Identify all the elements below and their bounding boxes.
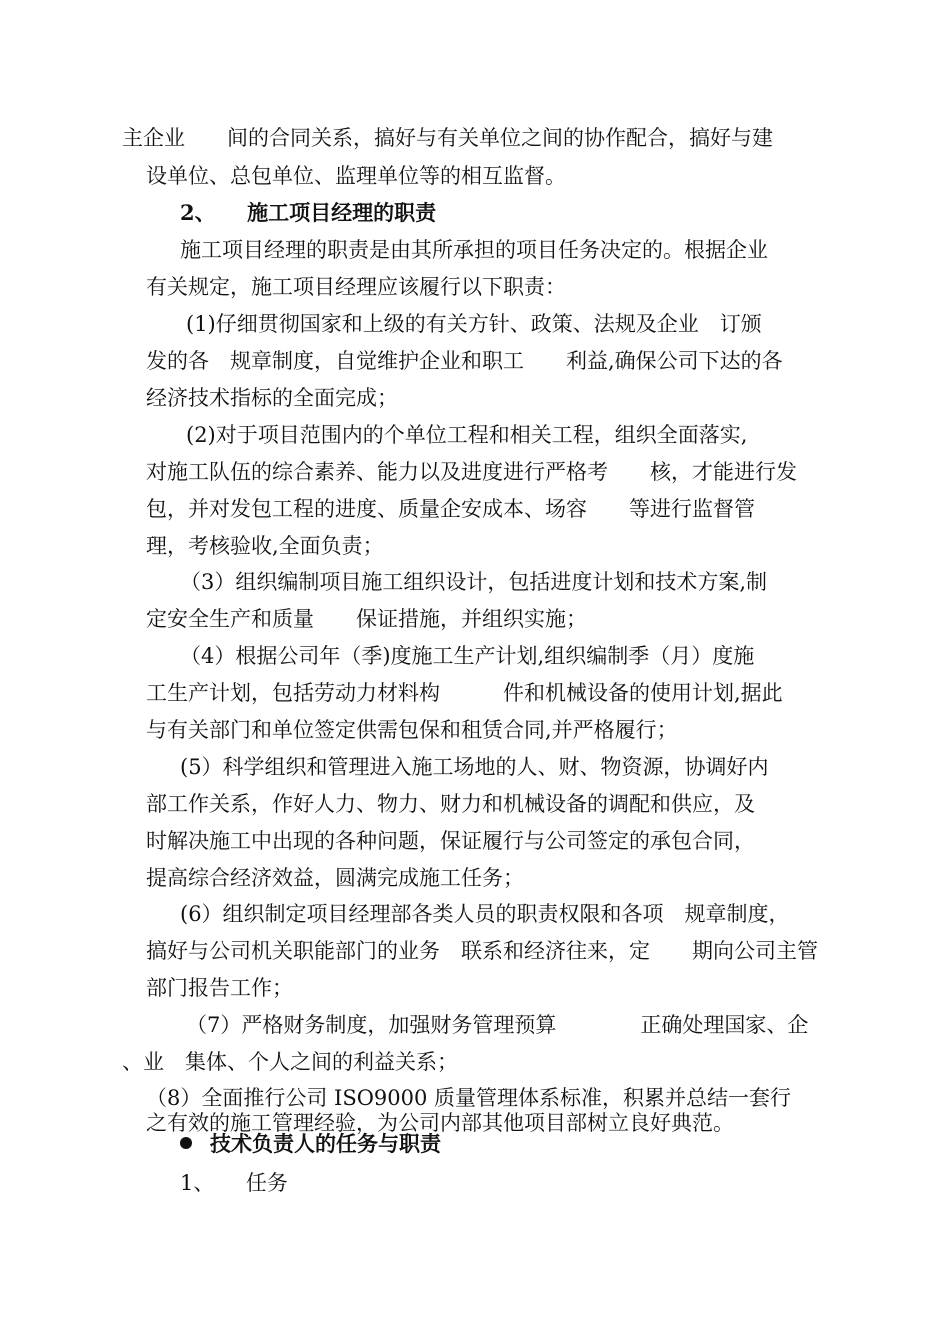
text-line: 部工作关系，作好人力、物力、财力和机械设备的调配和供应，及 [146, 792, 755, 816]
text-line: 对施工队伍的综合素养、能力以及进度进行严格考 核，才能进行发 [146, 460, 797, 484]
text-line: 时解决施工中出现的各种问题，保证履行与公司签定的承包合同， [146, 829, 755, 853]
text-line: 有关规定，施工项目经理应该履行以下职责： [146, 275, 566, 299]
text-line: (5）科学组织和管理进入施工场地的人、财、物资源，协调好内 [180, 755, 769, 779]
text-line: （8）全面推行公司 ISO9000 质量管理体系标准，积累并总结一套行 [146, 1086, 792, 1110]
section-heading: 技术负责人的任务与职责 [210, 1131, 441, 1156]
text-line: 设单位、总包单位、监理单位等的相互监督。 [146, 164, 566, 188]
text-line: 、业 集体、个人之间的利益关系； [122, 1050, 458, 1074]
text-line: 提高综合经济效益，圆满完成施工任务； [146, 866, 524, 890]
text-line: (6）组织制定项目经理部各类人员的职责权限和各项 规章制度， [180, 902, 790, 926]
text-line: （4）根据公司年（季)度施工生产计划,组织编制季（月）度施 [180, 644, 755, 668]
text-line: 部门报告工作； [146, 976, 293, 1000]
text-line: （3）组织编制项目施工组织设计，包括进度计划和技术方案,制 [180, 570, 768, 594]
text-line: 1、 任务 [180, 1171, 288, 1195]
text-line: 与有关部门和单位签定供需包保和租赁合同,并严格履行； [146, 718, 678, 742]
text-line: 经济技术指标的全面完成； [146, 386, 398, 410]
text-line: (1)仔细贯彻国家和上级的有关方针、政策、法规及企业 订颁 [186, 312, 762, 336]
bullet-icon [180, 1137, 192, 1149]
section-heading: 2、 施工项目经理的职责 [180, 200, 437, 225]
text-line: (2)对于项目范围内的个单位工程和相关工程，组织全面落实, [186, 423, 748, 447]
text-line: 之有效的施工管理经验，为公司内部其他项目部树立良好典范。 [146, 1111, 734, 1135]
text-line: 定安全生产和质量 保证措施，并组织实施； [146, 607, 587, 631]
text-line: 工生产计划，包括劳动力材料构 件和机械设备的使用计划,据此 [146, 681, 783, 705]
text-line: 施工项目经理的职责是由其所承担的项目任务决定的。根据企业 [180, 238, 768, 262]
text-line: 搞好与公司机关职能部门的业务 联系和经济往来，定 期向公司主管 [146, 939, 818, 963]
text-line: 包，并对发包工程的进度、质量企安成本、场容 等进行监督管 [146, 497, 755, 521]
text-line: （7）严格财务制度，加强财务管理预算 正确处理国家、企 [186, 1013, 809, 1037]
text-line: 发的各 规章制度，自觉维护企业和职工 利益,确保公司下达的各 [146, 349, 783, 373]
text-line: 主企业 间的合同关系，搞好与有关单位之间的协作配合，搞好与建 [122, 126, 773, 150]
text-line: 理，考核验收,全面负责； [146, 534, 384, 558]
